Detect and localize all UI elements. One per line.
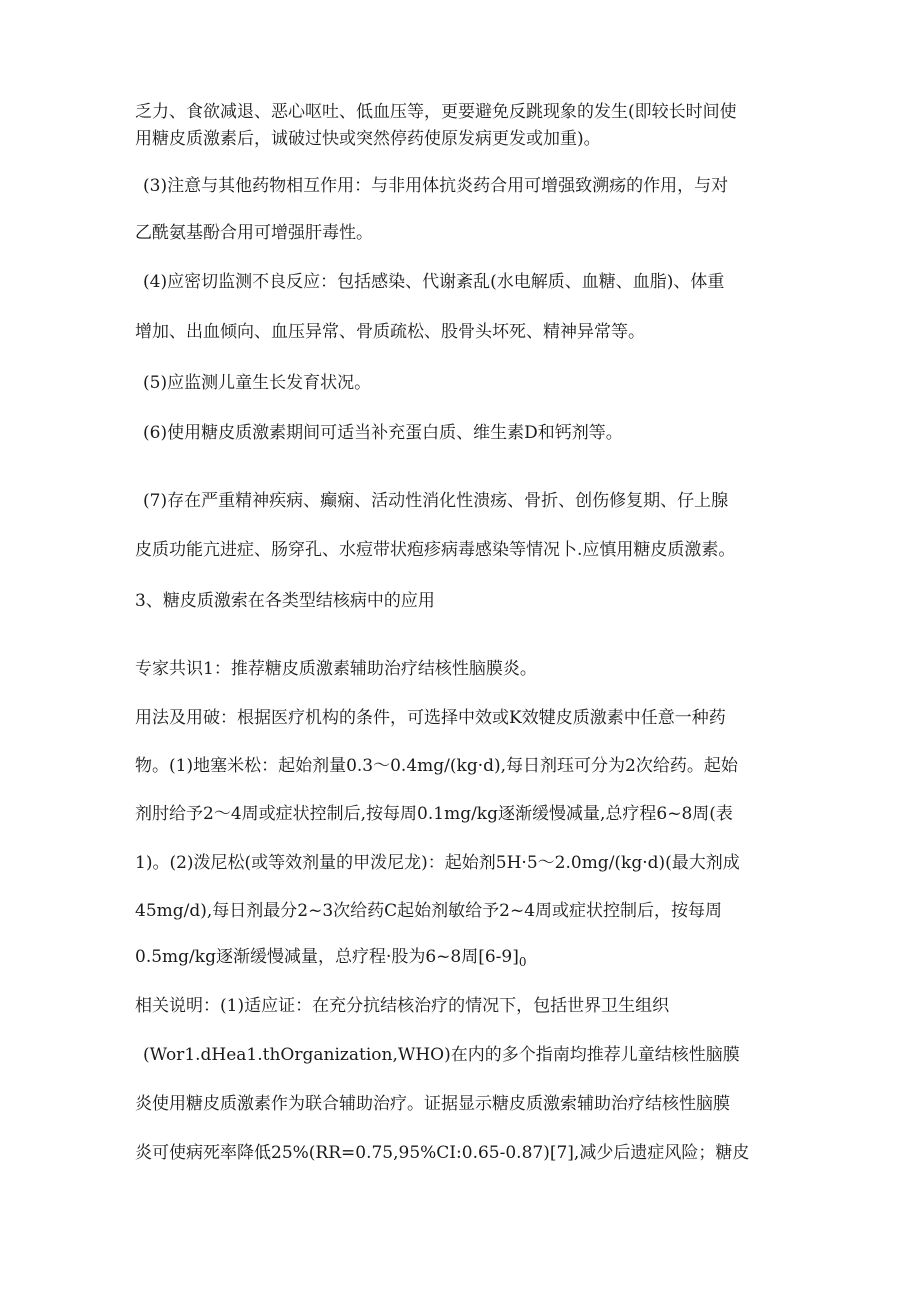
text-line: 增加、出血倾向、血压异常、骨质疏松、股骨头坏死、精神异常等。: [135, 322, 645, 342]
text-line: 相关说明：(1)适应证：在充分抗结核治疗的情况下，包括世界卫生组织: [135, 996, 670, 1016]
text-line: (4)应密切监测不良反应：包括感染、代谢紊乱(水电解质、血糖、血脂)、体重: [143, 272, 725, 292]
text-line: 物。(1)地塞米松：起始剂量0.3～0.4mg/(kg·d),每日剂珏可分为2次给药。起始: [135, 756, 738, 776]
text-line: (Wor1.dHea1.thOrganization,WHO)在内的多个指南均推荐儿童结核性脑膜: [143, 1045, 740, 1065]
text-line: 剂肘给予2～4周或症状控制后,按每周0.1mg/kg逐渐缓慢减量,总疗程6~8周(表: [135, 804, 733, 824]
text-line: 乏力、食欲减退、恶心呕吐、低血压等，更要避免反跳现象的发生(即较长时间使: [135, 102, 737, 122]
text-line: 皮质功能亢进症、肠穿孔、水痘带状疱疹病毒感染等情况卜.应慎用糖皮质激素。: [135, 540, 736, 560]
section-heading: 3、糖皮质激索在各类型结核病中的应用: [135, 591, 435, 611]
text-line: 45mg/d),每日剂最分2~3次给药C起始剂敏给予2~4周或症状控制后，按每周: [135, 901, 723, 921]
text-line: (5)应监测儿童生长发育状况。: [143, 373, 372, 393]
text-line: 用法及用破：根据医疗机构的条件，可选择中效或K效犍皮质激素中任意一种药: [135, 708, 726, 728]
text-line: (6)使用糖皮质激素期间可适当补充蛋白质、维生素D和钙剂等。: [143, 423, 623, 443]
text-line: (7)存在严重精神疾病、癫痫、活动性消化性溃疡、骨折、创伤修复期、仔上腺: [143, 491, 729, 511]
text-line-main: 0.5mg/kg逐渐缓慢减量，总疗程·股为6~8周[6-9]: [135, 947, 519, 967]
text-line: 炎可使病死率降低25%(RR=0.75,95%CI:0.65-0.87)[7],减少后遗症风险；糖皮: [135, 1143, 750, 1163]
text-line: 乙酰氨基酚合用可增强肝毒性。: [135, 223, 373, 243]
text-line: 炎使用糖皮质激素作为联合辅助治疗。证据显示糖皮质激索辅助治疗结核性脑膜: [135, 1094, 730, 1114]
text-line: 1)。(2)泼尼松(或等效剂量的甲泼尼龙)：起始剂5H·5～2.0mg/(kg·d)(最大剂成: [135, 853, 740, 873]
text-line: [135, 946, 795, 973]
text-line: 专家共识1：推荐糖皮质激素辅助治疗结核性脑膜炎。: [135, 659, 537, 679]
subscript-mark: 0: [518, 955, 527, 969]
text-line: (3)注意与其他药物相互作用：与非用体抗炎药合用可增强致溯疡的作用，与对: [143, 176, 729, 196]
text-line: 用糖皮质激素后，诚破过快或突然停药使原发病更发或加重)。: [135, 129, 601, 149]
